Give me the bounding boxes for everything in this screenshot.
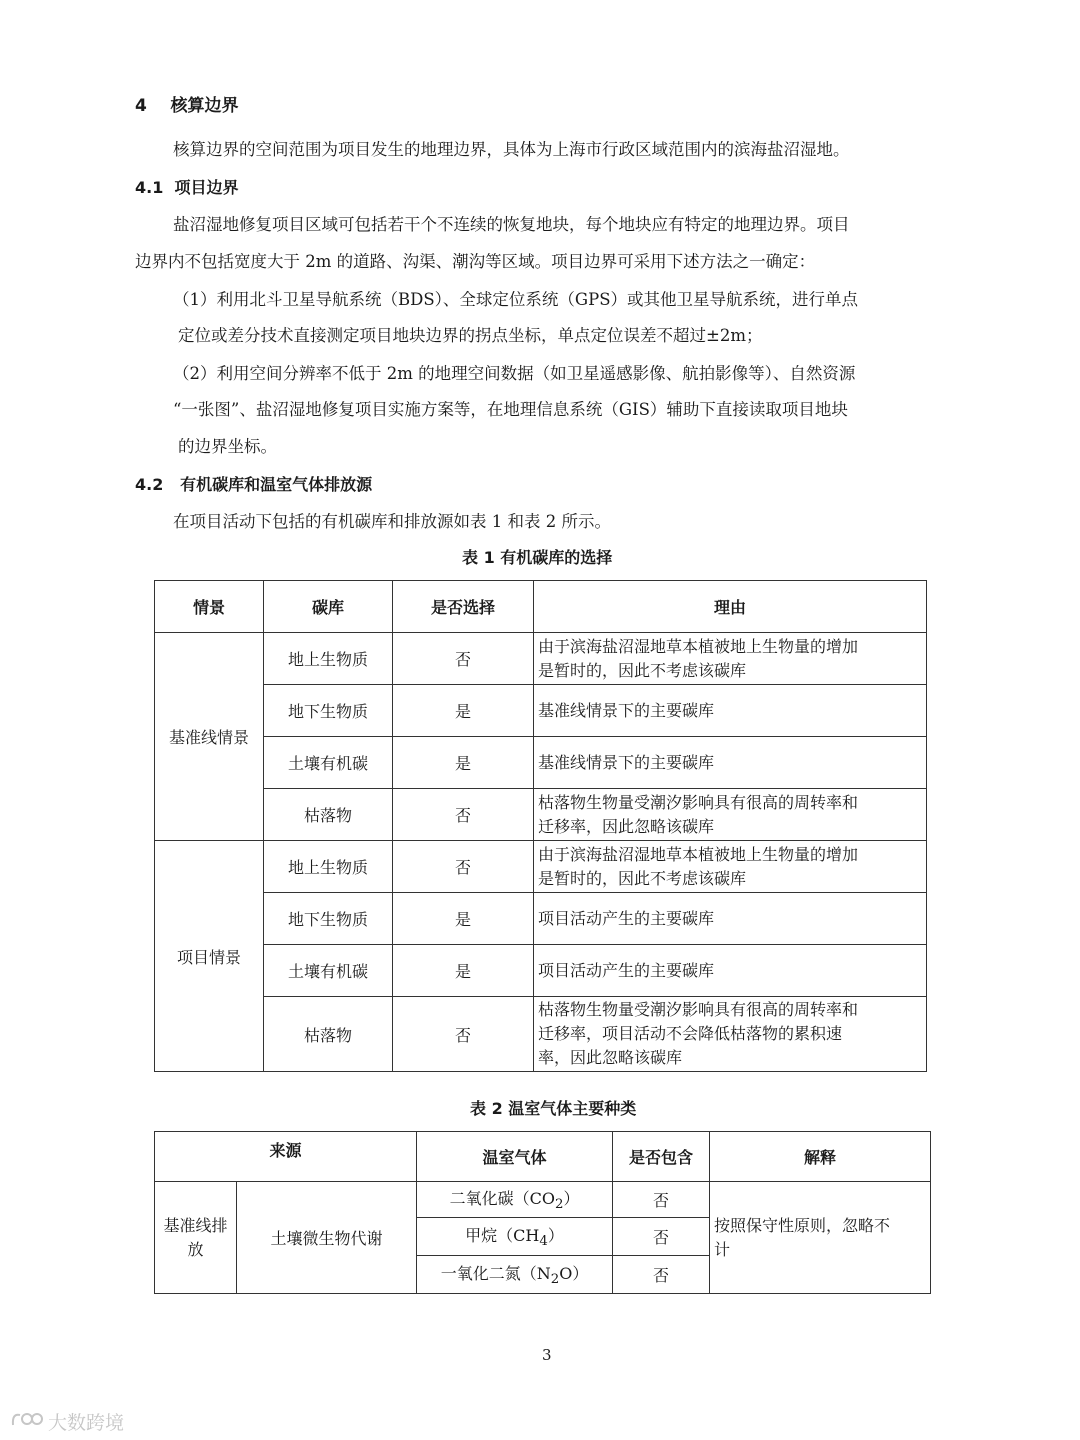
reason-cell: 项目活动产生的主要碳库 [534, 945, 927, 997]
reason-line: 率，因此忽略该碳库 [538, 1048, 683, 1067]
heading-number: 4.2 [135, 475, 164, 494]
reason-cell [534, 841, 927, 893]
heading-text: 项目边界 [174, 178, 239, 197]
section-4-heading [135, 91, 239, 116]
pool-cell: 枯落物 [264, 789, 393, 841]
heading-number: 4.1 [135, 178, 164, 197]
section-4-2-paragraph: 在项目活动下包括的有机碳库和排放源如表 1 和表 2 所示。 [173, 512, 611, 531]
source-cell: 土壤微生物代谢 [237, 1182, 417, 1294]
explanation-line: 计 [714, 1239, 731, 1259]
table-2-caption: 表 2 温室气体主要种类 [470, 1099, 637, 1118]
list-item-1-line1: （1）利用北斗卫星导航系统（BDS）、全球定位系统（GPS）或其他卫星导航系统，进行单点 [173, 290, 858, 309]
reason-line: 由于滨海盐沼湿地草本植被地上生物量的增加 [538, 636, 859, 656]
section-4-paragraph: 核算边界的空间范围为项目发生的地理边界，具体为上海市行政区域范围内的滨海盐沼湿地。 [173, 140, 850, 159]
gas-name: 甲烷（CH [465, 1226, 540, 1246]
page-number: 3 [542, 1346, 552, 1364]
scenario-cell: 基准线情景 [155, 633, 264, 841]
table-row [155, 945, 927, 997]
pool-cell: 枯落物 [264, 997, 393, 1072]
selected-cell: 否 [393, 789, 534, 841]
gas-subscript: 2 [550, 1272, 560, 1288]
table-1-header-pool: 碳库 [264, 581, 393, 633]
list-item-1-line2: 定位或差分技术直接测定项目地块边界的拐点坐标，单点定位误差不超过±2m； [178, 326, 763, 345]
selected-cell: 否 [393, 633, 534, 685]
table-2-header-included: 是否包含 [613, 1132, 710, 1182]
selected-cell: 否 [393, 841, 534, 893]
reason-line: 是暂时的，因此不考虑该碳库 [538, 868, 747, 888]
reason-cell: 项目活动产生的主要碳库 [534, 893, 927, 945]
scenario-cell: 项目情景 [155, 841, 264, 1072]
table-row [155, 1182, 931, 1218]
table-2-header-row [155, 1132, 931, 1182]
table-2 [154, 1131, 931, 1294]
table-1-header-selected: 是否选择 [393, 581, 534, 633]
table-row [155, 737, 927, 789]
scenario-cell [155, 1182, 237, 1294]
scenario-line: 放 [187, 1239, 204, 1259]
section-4-1-para-line1: 盐沼湿地修复项目区域可包括若干个不连续的恢复地块，每个地块应有特定的地理边界。项目 [173, 215, 850, 234]
table-1-header-scenario: 情景 [155, 581, 264, 633]
table-1-caption: 表 1 有机碳库的选择 [462, 548, 613, 567]
table-row [155, 997, 927, 1072]
reason-cell [534, 633, 927, 685]
gas-cell [417, 1218, 613, 1256]
table-row [155, 789, 927, 841]
selected-cell: 是 [393, 945, 534, 997]
pool-cell: 土壤有机碳 [264, 737, 393, 789]
gas-subscript: 2 [554, 1197, 564, 1213]
pool-cell: 地上生物质 [264, 633, 393, 685]
gas-tail: ） [563, 1189, 580, 1209]
list-item-2-line1: （2）利用空间分辨率不低于 2m 的地理空间数据（如卫星遥感影像、航拍影像等）、自然资源 [173, 364, 856, 383]
section-4-2-heading [135, 472, 372, 495]
reason-cell: 基准线情景下的主要碳库 [534, 685, 927, 737]
pool-cell: 地下生物质 [264, 685, 393, 737]
explanation-line: 按照保守性原则，忽略不 [714, 1215, 891, 1235]
heading-text: 核算边界 [170, 96, 239, 116]
table-2-header-explanation: 解释 [710, 1132, 931, 1182]
table-row [155, 633, 927, 685]
section-4-1-heading [135, 175, 239, 198]
selected-cell: 是 [393, 893, 534, 945]
table-1 [154, 580, 927, 1072]
selected-cell: 否 [393, 997, 534, 1072]
pool-cell: 地上生物质 [264, 841, 393, 893]
gas-tail: ） [547, 1226, 564, 1246]
included-cell: 否 [613, 1256, 710, 1294]
selected-cell: 是 [393, 685, 534, 737]
pool-cell: 土壤有机碳 [264, 945, 393, 997]
reason-cell: 基准线情景下的主要碳库 [534, 737, 927, 789]
scenario-line: 基准线排 [163, 1215, 228, 1235]
reason-line: 迁移率，项目活动不会降低枯落物的累积速 [538, 1024, 843, 1043]
heading-number: 4 [135, 96, 147, 116]
pool-cell: 地下生物质 [264, 893, 393, 945]
table-row [155, 841, 927, 893]
reason-cell [534, 789, 927, 841]
table-2-header-source: 来源 [155, 1132, 417, 1182]
selected-cell: 是 [393, 737, 534, 789]
gas-tail: O） [559, 1264, 589, 1284]
gas-subscript: 4 [539, 1234, 548, 1250]
reason-line: 枯落物生物量受潮汐影响具有很高的周转率和 [538, 1000, 859, 1019]
reason-line: 迁移率，因此忽略该碳库 [538, 816, 715, 836]
gas-cell [417, 1182, 613, 1218]
table-2-header-gas: 温室气体 [417, 1132, 613, 1182]
included-cell: 否 [613, 1182, 710, 1218]
gas-name: 一氧化二氮（N [440, 1264, 551, 1284]
table-row [155, 893, 927, 945]
included-cell: 否 [613, 1218, 710, 1256]
section-4-1-para-line2: 边界内不包括宽度大于 2m 的道路、沟渠、潮沟等区域。项目边界可采用下述方法之一确定： [135, 252, 816, 271]
reason-cell [534, 997, 927, 1072]
table-1-header-row [155, 581, 927, 633]
gas-name: 二氧化碳（CO [449, 1189, 555, 1209]
table-1-header-reason: 理由 [534, 581, 927, 633]
gas-cell [417, 1256, 613, 1294]
table-row [155, 685, 927, 737]
reason-line: 由于滨海盐沼湿地草本植被地上生物量的增加 [538, 844, 859, 864]
reason-line: 是暂时的，因此不考虑该碳库 [538, 660, 747, 680]
list-item-2-line2: “一张图”、盐沼湿地修复项目实施方案等，在地理信息系统（GIS）辅助下直接读取项目地块 [173, 400, 848, 419]
list-item-2-line3: 的边界坐标。 [178, 437, 277, 456]
watermark-logo-icon [10, 1409, 44, 1429]
heading-text: 有机碳库和温室气体排放源 [180, 475, 373, 494]
explanation-cell [710, 1182, 931, 1294]
reason-line: 枯落物生物量受潮汐影响具有很高的周转率和 [538, 792, 859, 812]
watermark-text: 大数跨境 [48, 1412, 125, 1434]
